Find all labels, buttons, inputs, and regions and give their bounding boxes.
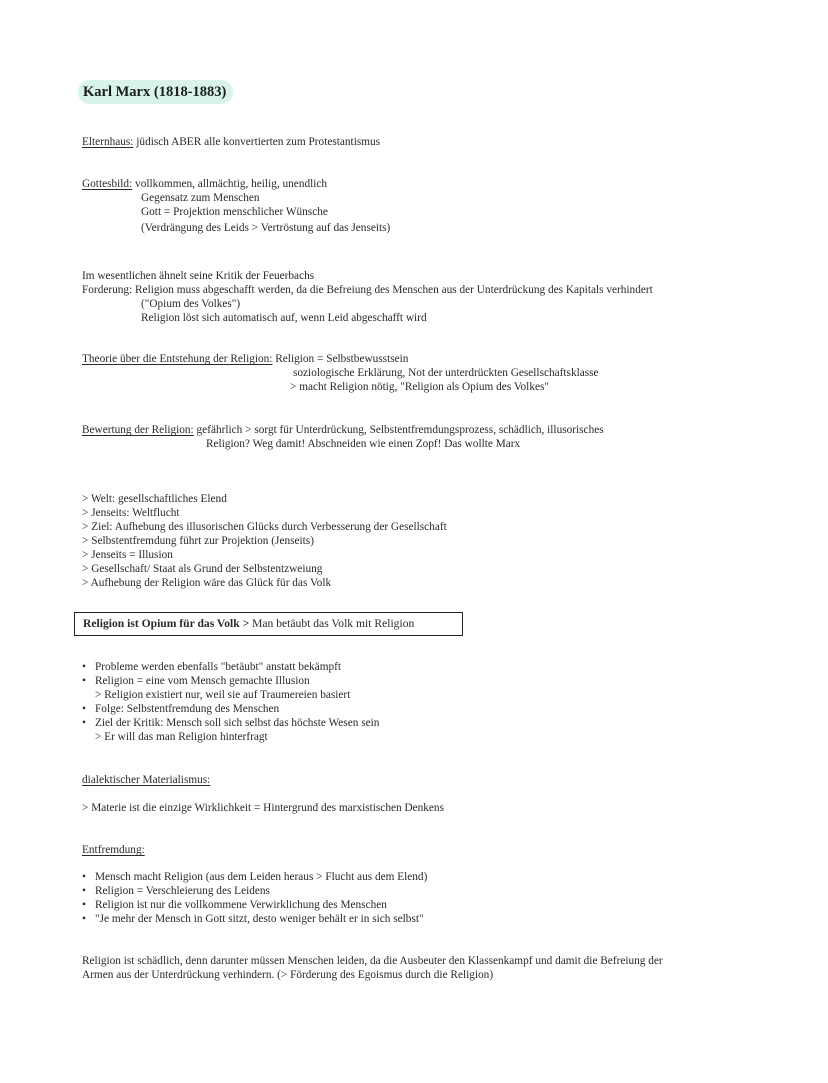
list-item: [82, 716, 379, 730]
kritik-text-2: Forderung: Religion muss abgeschafft werden, da die Befreiung des Menschen aus der Unterdrückung des Kapitals verhindert: [82, 284, 653, 296]
gottesbild-text-1: vollkommen, allmächtig, heilig, unendlich: [132, 178, 328, 190]
gottesbild-line-1: [82, 177, 327, 191]
list-item-text: "Je mehr der Mensch in Gott sitzt, desto weniger behält er in sich selbst": [95, 913, 424, 925]
bullet-icon: •: [82, 703, 86, 715]
fazit-text-1: Religion ist schädlich, denn darunter müssen Menschen leiden, da die Ausbeuter den Klassenkampf und damit die Befreiung der: [82, 955, 663, 967]
list-item-text: > Religion existiert nur, weil sie auf Traumereien basiert: [95, 689, 351, 701]
list-item: [82, 884, 427, 898]
bewertung-label: Bewertung der Religion:: [82, 424, 194, 436]
list-item-text: Religion = eine vom Mensch gemachte Illusion: [95, 675, 310, 687]
arrow-list-item: > Selbstentfremdung führt zur Projektion (Jenseits): [82, 535, 314, 547]
list-item-text: Ziel der Kritik: Mensch soll sich selbst das höchste Wesen sein: [95, 717, 380, 729]
bullet-icon: •: [82, 717, 86, 729]
list-item-continuation: [82, 688, 379, 702]
theorie-text-3: > macht Religion nötig, "Religion als Opium des Volkes": [290, 381, 549, 393]
theorie-label: Theorie über die Entstehung der Religion:: [82, 353, 273, 365]
arrow-list-item: > Welt: gesellschaftliches Elend: [82, 493, 227, 505]
gottesbild-text-2: Gegensatz zum Menschen: [141, 192, 260, 204]
opium-bullet-list: [82, 660, 379, 744]
opium-statement-box: [74, 612, 463, 636]
materialismus-text: > Materie ist die einzige Wirklichkeit = Hintergrund des marxistischen Denkens: [82, 802, 444, 814]
gottesbild-text-4: (Verdrängung des Leids > Vertröstung auf das Jenseits): [141, 222, 391, 234]
list-item: [82, 674, 379, 688]
list-item-text: Religion = Verschleierung des Leidens: [95, 885, 270, 897]
list-item: [82, 898, 427, 912]
bewertung-text-2: Religion? Weg damit! Abschneiden wie einen Zopf! Das wollte Marx: [206, 438, 521, 450]
arrow-list-item: > Gesellschaft/ Staat als Grund der Selbstentzweiung: [82, 563, 323, 575]
materialismus-label: dialektischer Materialismus:: [82, 774, 211, 786]
list-item: [82, 660, 379, 674]
list-item-text: > Er will das man Religion hinterfragt: [95, 731, 268, 743]
theorie-text-2: soziologische Erklärung, Not der unterdrückten Gesellschaftsklasse: [293, 367, 599, 379]
kritik-text-3: ("Opium des Volkes"): [141, 298, 241, 310]
bullet-icon: •: [82, 661, 86, 673]
arrow-list-item: > Ziel: Aufhebung des illusorischen Glücks durch Verbesserung der Gesellschaft: [82, 521, 447, 533]
theorie-text-1: Religion = Selbstbewusstsein: [272, 353, 409, 365]
bewertung-text-1: gefährlich > sorgt für Unterdrückung, Selbstentfremdungsprozess, schädlich, illusorisches: [193, 424, 604, 436]
arrow-list-item: > Jenseits: Weltflucht: [82, 507, 180, 519]
list-item: [82, 912, 427, 926]
bullet-icon: •: [82, 913, 86, 925]
kritik-text-1: Im wesentlichen ähnelt seine Kritik der Feuerbachs: [82, 270, 315, 282]
opium-statement-text: Man betäubt das Volk mit Religion: [249, 617, 415, 630]
list-item-text: Probleme werden ebenfalls "betäubt" anstatt bekämpft: [95, 661, 342, 673]
kritik-text-4: Religion löst sich automatisch auf, wenn Leid abgeschafft wird: [141, 312, 427, 324]
bullet-icon: •: [82, 885, 86, 897]
list-item-text: Mensch macht Religion (aus dem Leiden heraus > Flucht aus dem Elend): [95, 871, 428, 883]
entfremdung-label: Entfremdung:: [82, 844, 145, 856]
arrow-list-item: > Aufhebung der Religion wäre das Glück für das Volk: [82, 577, 332, 589]
opium-statement-bold: Religion ist Opium für das Volk >: [83, 617, 250, 630]
bullet-icon: •: [82, 675, 86, 687]
page-title: Karl Marx (1818-1883): [78, 80, 233, 104]
theorie-line-1: [82, 352, 408, 366]
arrow-list-item: > Jenseits = Illusion: [82, 549, 173, 561]
entfremdung-bullet-list: [82, 870, 427, 926]
list-item-continuation: [82, 730, 379, 744]
list-item-text: Religion ist nur die vollkommene Verwirklichung des Menschen: [95, 899, 387, 911]
gottesbild-label: Gottesbild:: [82, 178, 133, 190]
fazit-text-2: Armen aus der Unterdrückung verhindern. (> Förderung des Egoismus durch die Religion): [82, 969, 494, 981]
bullet-icon: •: [82, 871, 86, 883]
gottesbild-text-3: Gott = Projektion menschlicher Wünsche: [141, 206, 328, 218]
list-item: [82, 870, 427, 884]
bullet-icon: •: [82, 899, 86, 911]
elternhaus-line: [82, 135, 380, 149]
elternhaus-label: Elternhaus:: [82, 136, 134, 148]
bewertung-line-1: [82, 423, 604, 437]
elternhaus-text: jüdisch ABER alle konvertierten zum Protestantismus: [133, 136, 381, 148]
list-item-text: Folge: Selbstentfremdung des Menschen: [95, 703, 280, 715]
list-item: [82, 702, 379, 716]
